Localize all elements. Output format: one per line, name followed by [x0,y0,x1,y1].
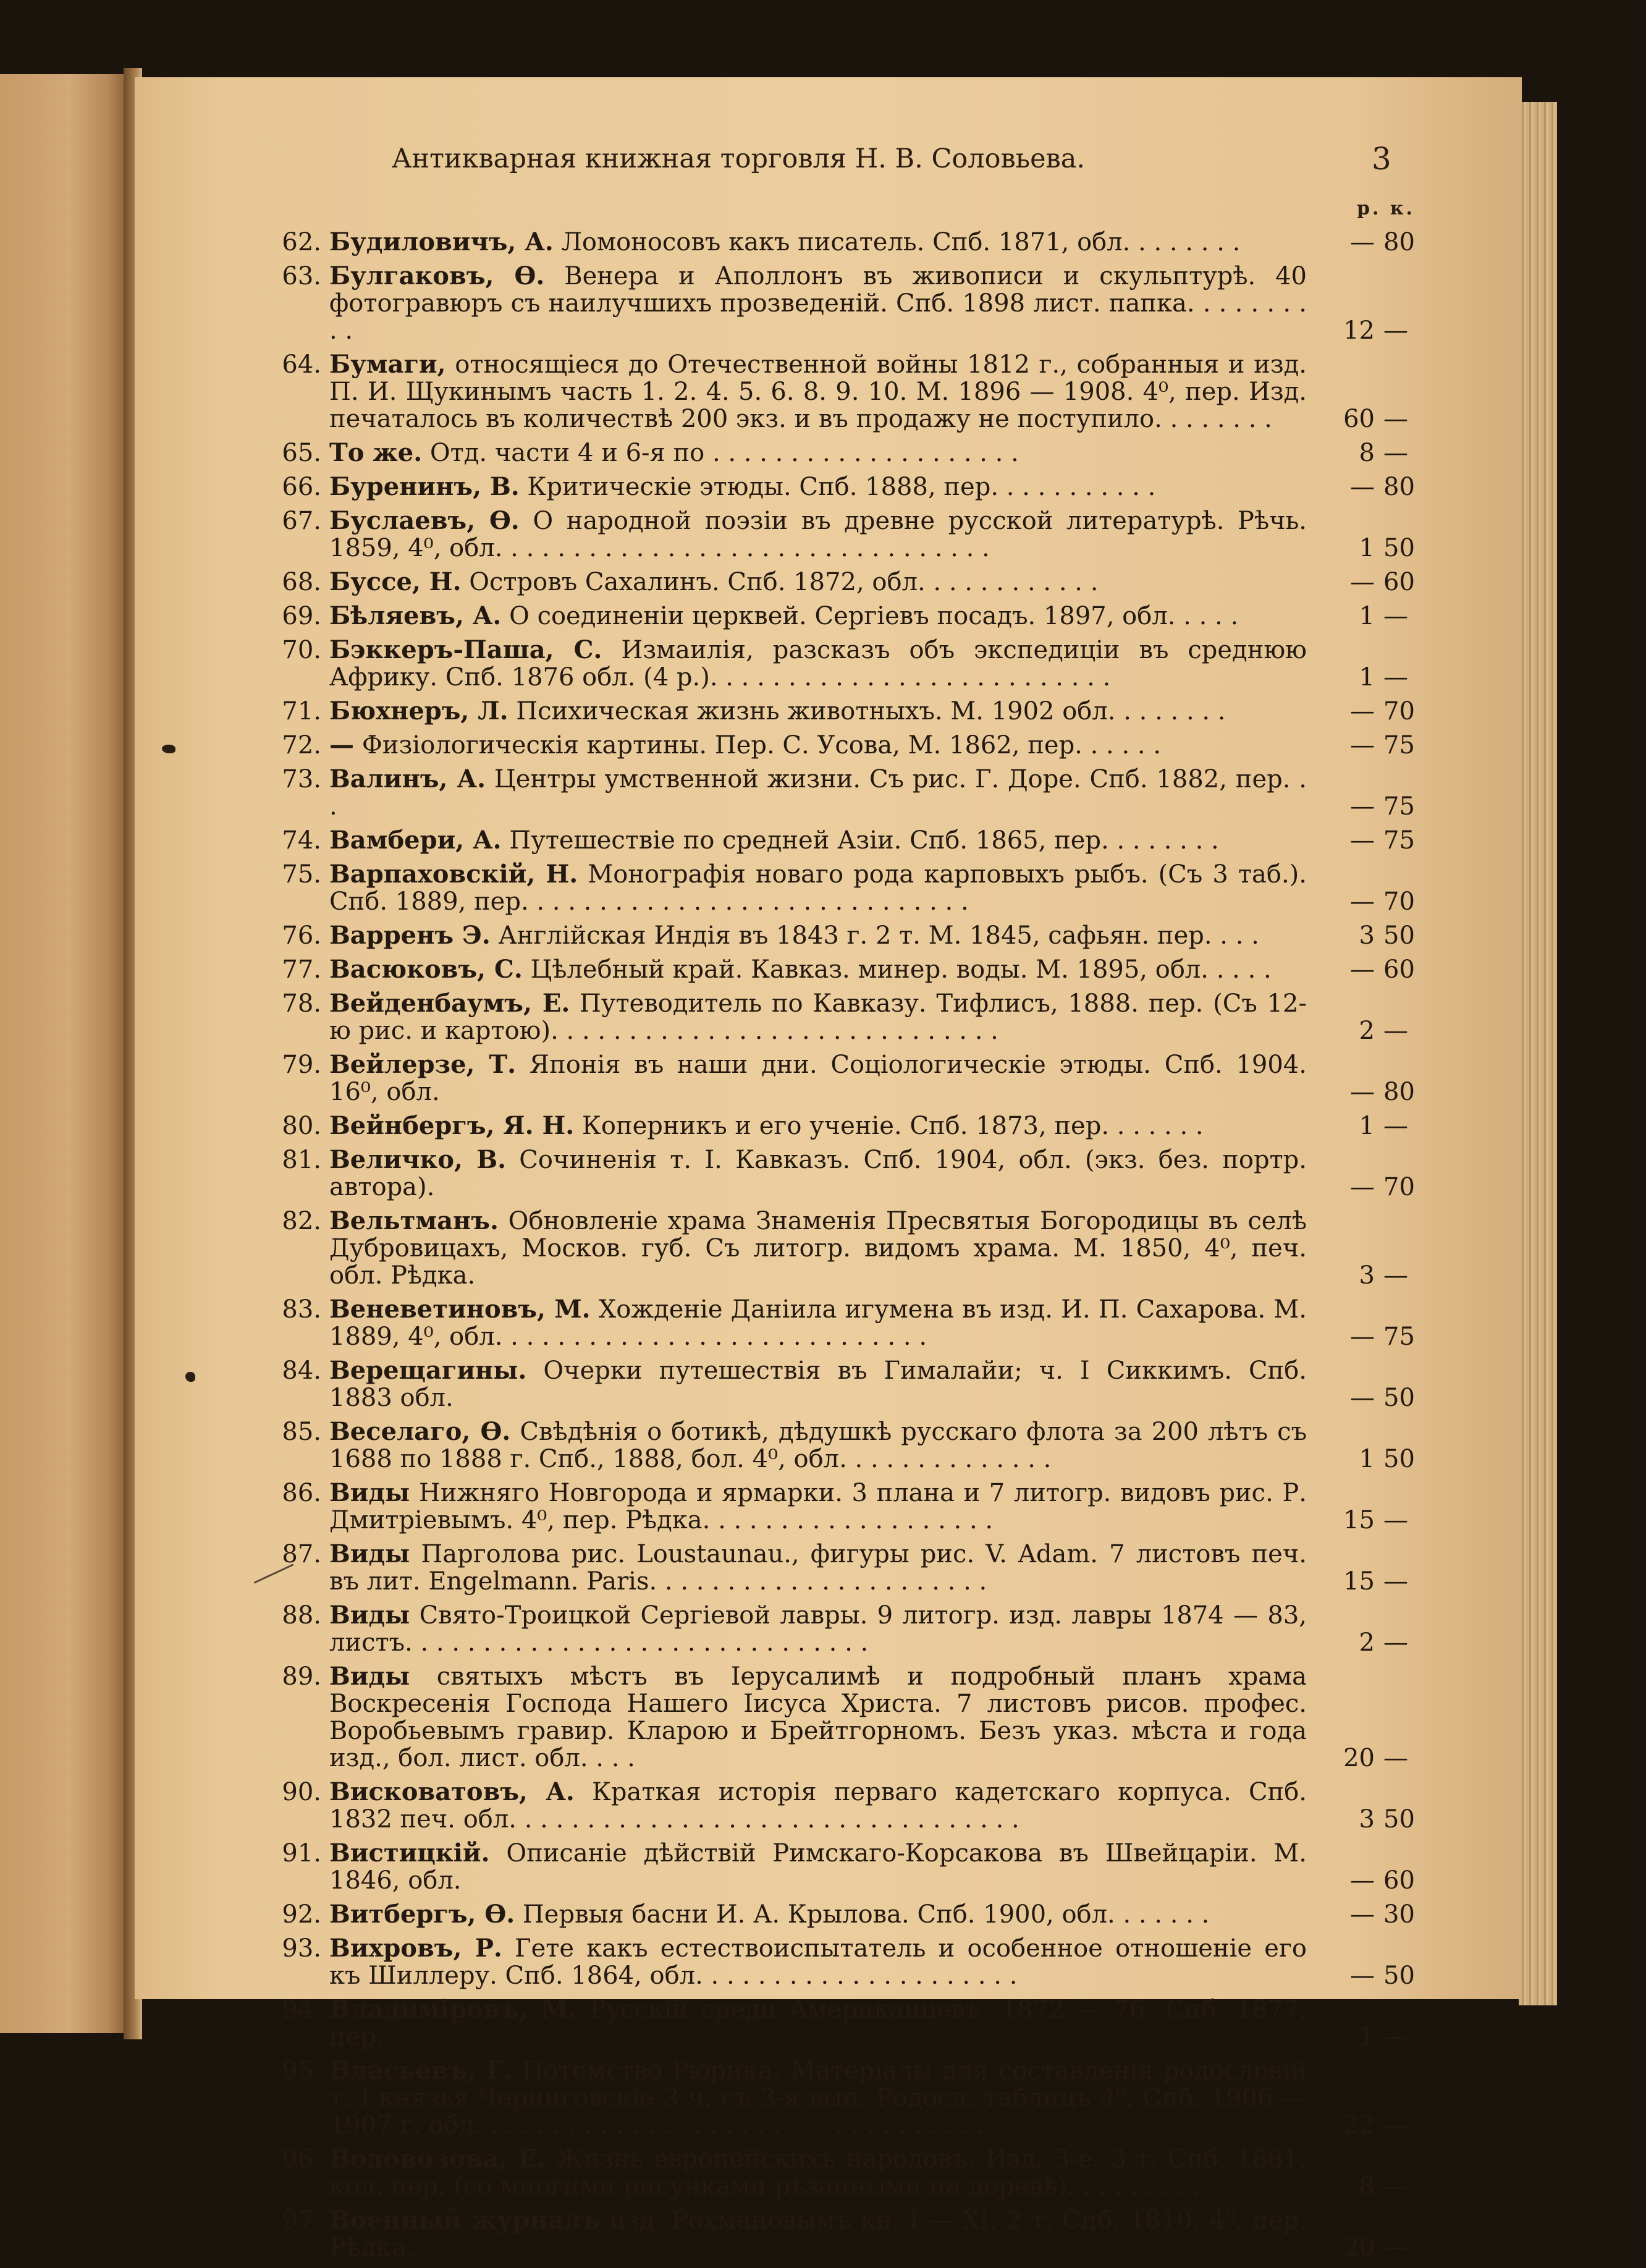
entry-text: Хожденіе Даніила игумена въ изд. И. П. Сахарова. М. 1889, 4⁰, обл. . . . . . . . . . . . . . . . . . . . . . . . . . . . [329,1295,1307,1351]
entry-author: Водовозова, Е. [329,2144,546,2173]
price-kopecks: — [1383,2233,1408,2262]
entry-author: Вельтманъ. [329,1206,499,1235]
entry-price [1313,1174,1418,1201]
entry-price [1313,1629,1418,1656]
entry-price [1313,956,1418,983]
entry-price [1313,698,1418,725]
entry-description [329,732,1418,759]
catalog-entry [281,1901,1418,1928]
catalog-entry [281,473,1418,501]
price-rubles: — [1350,228,1375,256]
price-rubles: 2 [1359,1628,1375,1657]
entry-number: 88. [282,1601,321,1630]
entry-number: 66. [282,473,321,501]
entry-text: Англійская Индія въ 1843 г. 2 т. М. 1845, сафьян. пер. . . . [498,921,1259,950]
entry-number: 62. [282,228,321,256]
entry-description [329,473,1418,501]
price-rubles: 8 [1359,439,1375,467]
entry-author: Военный журналъ [329,2206,601,2235]
entry-description [329,439,1418,467]
entry-number: 97. [282,2206,321,2235]
entry-price [1313,1962,1418,1989]
entry-price [1313,569,1418,596]
price-kopecks: 70 [1383,887,1415,916]
entry-price [1313,317,1418,344]
entry-text: Психическая жизнь животныхъ. М. 1902 обл. . . . . . . . [516,697,1226,726]
entry-description [329,1146,1418,1201]
entry-number: 79. [282,1051,321,1079]
entry-text: Краткая исторія перваго кадетскаго корпуса. Спб. 1832 печ. обл. . . . . . . . . . . . . . . . . . . . . . . . . . . . . . . . . [329,1778,1307,1834]
ink-mark [185,1372,195,1382]
entry-description [329,507,1418,562]
entry-price [1313,229,1418,256]
entry-text: Физіологическія картины. Пер. С. Усова, М. 1862, пер. . . . . . [361,731,1162,760]
entry-number: 91. [282,1839,321,1868]
entry-description [329,1418,1418,1473]
entry-description [329,1996,1418,2050]
entry-number: 76. [282,921,321,950]
entry-text: Отд. части 4 и 6-я по . . . . . . . . . . . . . . . . . . . . [429,439,1019,467]
entry-description [329,2057,1418,2139]
entry-price [1313,732,1418,759]
entry-price [1313,1112,1418,1140]
catalog-entry [281,1541,1418,1595]
catalog-entry [281,2057,1418,2139]
catalog-entry [281,637,1418,691]
entry-description [329,698,1418,725]
entry-text: Парголова рис. Loustaunau., фигуры рис. V. Adam. 7 листовъ печ. въ лит. Engelmann. Paris. . . . . . . . . . . . . . . . . . . . . . [329,1540,1307,1596]
catalog-entry [281,1479,1418,1534]
price-rubles: — [1350,887,1375,916]
entry-text: Цѣлебный край. Кавказ. минер. воды. М. 1895, обл. . . . . [530,955,1272,984]
price-rubles: — [1350,826,1375,855]
entry-description [329,1779,1418,1833]
catalog-entry [281,1418,1418,1473]
entry-price [1313,1262,1418,1289]
catalog-entry [281,229,1418,256]
entry-author: Виды [329,1601,410,1630]
entry-number: 74. [282,826,321,855]
entry-author: То же. [329,438,423,467]
catalog-entry [281,1296,1418,1350]
price-kopecks: — [1383,1017,1408,1045]
entry-description [329,1051,1418,1106]
price-rubles: — [1350,1322,1375,1351]
running-title: Антикварная книжная торговля Н. В. Соловьева. [391,143,1086,174]
entry-author: Вейденбаумъ, Е. [329,989,570,1018]
price-rubles: 1 [1359,663,1375,692]
page-number: 3 [1372,141,1391,177]
catalog-entry [281,2146,1418,2200]
entry-number: 73. [282,765,321,793]
entry-price [1313,405,1418,433]
entry-author: Вейнбергъ, Я. Н. [329,1111,575,1140]
entry-author: Величко, В. [329,1145,507,1174]
entry-price [1313,664,1418,691]
entry-text: Потомство Рюрика. Матеріалы для составленія родословій т. I князья Черниговскіе 3 ч. съ 3-я вып. Родосл. таблицъ 4⁰, Спб. 1906 — 1907 г. обл. . . . . . . . . . . . . . . . . . . . . . . . . . . . . . . . . [329,2057,1307,2139]
entry-author: Бэккеръ-Паша, С. [329,635,602,664]
price-rubles: 3 [1359,1805,1375,1834]
entry-author: — [329,730,354,760]
entry-text: Свѣдѣнія о ботикѣ, дѣдушкѣ русскаго флота за 200 лѣтъ съ 1688 по 1888 г. Спб., 1888, бол. 4⁰, обл. . . . . . . . . . . . . . [329,1418,1307,1473]
entry-number: 68. [282,568,321,596]
entry-price [1313,2173,1418,2200]
entry-text: Очерки путешествія въ Гималайи; ч. I Сиккимъ. Спб. 1883 обл. [329,1356,1307,1412]
price-kopecks: 80 [1383,228,1415,256]
entry-price [1313,603,1418,630]
entry-description [329,1663,1418,1772]
entry-description [329,1840,1418,1894]
catalog-entry [281,1146,1418,1201]
entry-number: 82. [282,1207,321,1235]
entry-text: О народной поэзіи въ древне русской литературѣ. Рѣчь. 1859, 4⁰, обл. . . . . . . . . . . . . . . . . . . . . . . . . . . . . . . . [329,507,1307,562]
price-rubles: 1 [1359,1445,1375,1473]
price-rubles: 8 [1359,2172,1375,2201]
catalog-entry [281,2207,1418,2261]
price-kopecks: 50 [1383,1445,1415,1473]
price-kopecks: — [1383,405,1408,433]
entry-number: 89. [282,1662,321,1691]
entry-number: 67. [282,507,321,535]
catalog-entry [281,351,1418,433]
entry-description [329,1901,1418,1928]
entry-author: Булгаковъ, Ѳ. [329,261,545,290]
entry-description [329,2146,1418,2200]
price-rubles: — [1350,1961,1375,1990]
entry-author: Варпаховскій, Н. [329,860,578,889]
entry-author: Буренинъ, В. [329,472,520,501]
catalog-entry [281,732,1418,759]
entry-text: Обновленіе храма Знаменія Пресвятыя Богородицы въ селѣ Дубровицахъ, Москов. губ. Съ литогр. видомъ храма. М. 1850, 4⁰, печ. обл. Рѣдка. [329,1207,1307,1290]
catalog-entry [281,1208,1418,1289]
catalog-entry [281,861,1418,915]
catalog-entry [281,1051,1418,1106]
catalog-entry [281,507,1418,562]
price-kopecks: — [1383,316,1408,345]
price-rubles: 2 [1359,1017,1375,1045]
entry-price [1313,888,1418,915]
entry-description [329,263,1418,344]
entry-price [1313,1507,1418,1534]
catalog-entry [281,263,1418,344]
entry-number: 90. [282,1778,321,1806]
entry-description [329,229,1418,256]
entry-number: 63. [282,262,321,290]
entry-description [329,956,1418,983]
entry-text: Свято-Троицкой Сергіевой лавры. 9 литогр. изд. лавры 1874 — 83, листъ. . . . . . . . . . . . . . . . . . . . . . . . . . . . . . [329,1601,1307,1657]
entry-number: 71. [282,697,321,726]
price-rubles: 3 [1359,921,1375,950]
price-kopecks: — [1383,2023,1408,2051]
price-kopecks: 50 [1383,1805,1415,1834]
price-kopecks: — [1383,1506,1408,1534]
price-kopecks: 75 [1383,826,1415,855]
price-kopecks: — [1383,1112,1408,1140]
entry-author: Вистицкій. [329,1839,490,1868]
entry-price [1313,1568,1418,1595]
entry-price [1313,1745,1418,1772]
catalog-entry [281,1663,1418,1772]
price-rubles: 20 [1343,1744,1375,1772]
price-kopecks: 70 [1383,697,1415,726]
price-kopecks: — [1383,439,1408,467]
entry-description [329,861,1418,915]
price-rubles: — [1350,792,1375,821]
catalog-entry [281,956,1418,983]
entry-price [1313,1806,1418,1833]
price-rubles: 3 [1359,1261,1375,1290]
entry-price [1313,473,1418,501]
catalog-entry [281,922,1418,949]
entry-description [329,1296,1418,1350]
entry-number: 77. [282,955,321,984]
entry-text: О соединеніи церквей. Сергіевъ посадъ. 1897, обл. . . . . [509,602,1239,630]
entry-text: Измаилія, разсказъ объ экспедиціи въ среднюю Африку. Спб. 1876 обл. (4 р.). . . . . . . . . . . . . . . . . . . . . . . . . . [329,636,1307,692]
entry-number: 64. [282,350,321,379]
entry-description [329,1935,1418,1989]
entry-author: Вихровъ, Р. [329,1934,502,1963]
catalog-entry [281,439,1418,467]
entry-description [329,603,1418,630]
entry-author: Виды [329,1539,410,1568]
price-kopecks: — [1383,2172,1408,2201]
entry-price [1313,535,1418,562]
entry-author: Буслаевъ, Ѳ. [329,506,520,535]
price-kopecks: — [1383,1628,1408,1657]
catalog-entry [281,990,1418,1044]
entry-text: Японія въ наши дни. Соціологическіе этюды. Спб. 1904. 16⁰, обл. [329,1051,1307,1106]
price-kopecks: 80 [1383,1078,1415,1106]
entry-price [1313,2023,1418,2050]
entry-description [329,569,1418,596]
price-rubles: — [1350,731,1375,760]
catalog-entry [281,1935,1418,1989]
entry-price [1313,1445,1418,1473]
entry-description [329,2207,1418,2261]
price-kopecks: — [1383,602,1408,630]
entry-text: святыхъ мѣстъ въ Іерусалимѣ и подробный планъ храма Воскресенія Господа Нашего Іисуса Христа. 7 листовъ рисов. профес. Воробьевымъ гравир. Кларою и Брейтгорномъ. Безъ указ. мѣста и года изд., бол. лист. обл. . . . [329,1662,1307,1772]
catalog-entry [281,569,1418,596]
entry-text: Сочиненія т. I. Кавказъ. Спб. 1904, обл. (экз. без. портр. автора). [329,1146,1307,1201]
price-kopecks: 50 [1383,1961,1415,1990]
catalog-entry [281,1779,1418,1833]
entry-description [329,827,1418,854]
catalog-entries [281,229,1418,2268]
entry-text: Путеводитель по Кавказу. Тифлисъ, 1888. пер. (Съ 12-ю рис. и картою). . . . . . . . . . . . . . . . . . . . . . . . . . . . . [329,989,1307,1045]
entry-author: Бѣляевъ, А. [329,601,502,630]
entry-author: Бумаги, [329,350,446,379]
price-kopecks: 50 [1383,1384,1415,1412]
price-rubles: 12 [1343,316,1375,345]
entry-number: 69. [282,602,321,630]
entry-description [329,351,1418,433]
price-rubles: 1 [1359,602,1375,630]
entry-number: 81. [282,1146,321,1174]
entry-number: 80. [282,1112,321,1140]
price-kopecks: 80 [1383,473,1415,501]
price-rubles: 20 [1343,2233,1375,2262]
entry-text: относящіеся до Отечественной войны 1812 г., собранныя и изд. П. И. Щукинымъ часть 1. 2. 4. 5. 6. 8. 9. 10. М. 1896 — 1908. 4⁰, пер. Изд. печаталось въ количествѣ 200 экз. и въ продажу не поступило. . . . . . . . [329,350,1307,433]
price-kopecks: 50 [1383,534,1415,562]
entry-author: Вейлерзе, Т. [329,1050,517,1079]
entry-text: Жизнь европейскихъ народовъ. Изд. 3-е. 3 т. Спб. 1881, кол. пер. (со многими рисунками рѣзанными на деревѣ). . . . . . . . . [329,2145,1307,2201]
entry-number: 86. [282,1479,321,1507]
entry-price [1313,1323,1418,1350]
entry-price [1313,922,1418,949]
price-rubles: — [1350,568,1375,596]
price-kopecks: 60 [1383,1866,1415,1895]
entry-text: Монографія новаго рода карповыхъ рыбъ. (Съ 3 таб.). Спб. 1889, пер. . . . . . . . . . . . . . . . . . . . . . . . . . . . . [329,860,1307,916]
entry-number: 83. [282,1295,321,1324]
entry-text: Нижняго Новгорода и ярмарки. 3 плана и 7 литогр. видовъ рис. Р. Дмитріевымъ. 4⁰, пер. Рѣдка. . . . . . . . . . . . . . . . . . . [329,1479,1307,1534]
price-column-header: р. к. [1357,198,1415,219]
price-rubles: — [1350,697,1375,726]
ink-mark [162,745,175,753]
entry-price [1313,1901,1418,1928]
entry-author: Верещагины. [329,1356,527,1385]
entry-price [1313,1078,1418,1106]
price-rubles: — [1350,955,1375,984]
entry-price [1313,793,1418,820]
catalog-entry [281,1996,1418,2050]
entry-author: Веневетиновъ, М. [329,1295,591,1324]
price-kopecks: 75 [1383,731,1415,760]
price-rubles: — [1350,473,1375,501]
entry-number: 94. [282,1995,321,2024]
entry-author: Владиміровъ, М. [329,1995,577,2024]
price-kopecks: — [1383,1567,1408,1596]
entry-description [329,766,1418,820]
entry-description [329,1208,1418,1289]
entry-description [329,990,1418,1044]
price-rubles: — [1350,1900,1375,1929]
entry-text: Ломоносовъ какъ писатель. Спб. 1871, обл. . . . . . . . [561,228,1241,256]
entry-number: 95. [282,2057,321,2085]
entry-price [1313,1017,1418,1044]
price-rubles: — [1350,1866,1375,1895]
price-kopecks: 75 [1383,792,1415,821]
price-rubles: 15 [1343,1506,1375,1534]
catalog-entry [281,1840,1418,1894]
entry-description [329,637,1418,691]
page-edges [1519,102,1557,2005]
entry-number: 96. [282,2145,321,2173]
entry-description [329,922,1418,949]
entry-price [1313,2234,1418,2261]
price-rubles: 15 [1343,1567,1375,1596]
entry-price [1313,439,1418,467]
entry-author: Власьевъ, Г. [329,2056,512,2085]
entry-text: Первыя басни И. А. Крылова. Спб. 1900, обл. . . . . . . [522,1900,1210,1929]
entry-author: Буссе, Н. [329,567,462,596]
entry-description [329,1602,1418,1656]
left-page-margin [0,74,127,2033]
entry-number: 78. [282,989,321,1018]
price-kopecks: 60 [1383,955,1415,984]
price-kopecks: 30 [1383,1900,1415,1929]
price-kopecks: — [1383,1744,1408,1772]
entry-number: 84. [282,1356,321,1385]
entry-author: Висковатовъ, А. [329,1777,575,1806]
price-kopecks: 60 [1383,568,1415,596]
price-kopecks: 70 [1383,1173,1415,1201]
entry-price [1313,827,1418,854]
entry-price [1313,2112,1418,2139]
entry-text: Критическіе этюды. Спб. 1888, пер. . . . . . . . . . . [527,473,1156,501]
entry-price [1313,1867,1418,1894]
price-kopecks: — [1383,1261,1408,1290]
price-rubles: 1 [1359,1112,1375,1140]
entry-description [329,1541,1418,1595]
price-kopecks: — [1383,2111,1408,2139]
catalog-entry [281,827,1418,854]
entry-description [329,1357,1418,1411]
price-rubles: — [1350,1384,1375,1412]
entry-text: Описаніе дѣйствій Римскаго-Корсакова въ Швейцаріи. М. 1846, обл. [329,1839,1307,1895]
entry-number: 87. [282,1540,321,1568]
entry-number: 92. [282,1900,321,1929]
entry-text: Центры умственной жизни. Съ рис. Г. Доре. Спб. 1882, пер. . . [329,765,1307,821]
entry-text: Русскій среди Американцевъ. 1872 — 76. Спб. 1877, пер. [329,1995,1307,2051]
entry-number: 72. [282,731,321,760]
entry-description [329,1479,1418,1534]
entry-number: 75. [282,860,321,889]
entry-author: Виды [329,1662,410,1691]
entry-author: Бюхнеръ, Л. [329,696,509,726]
catalog-entry [281,1357,1418,1411]
price-rubles: 60 [1343,405,1375,433]
entry-author: Будиловичъ, А. [329,227,554,256]
entry-text: Гете какъ естествоиспытатель и особенное отношеніе его къ Шиллеру. Спб. 1864, обл. . . . . . . . . . . . . . . . . . . . . [329,1934,1307,1990]
entry-text: изд. Рохмановымъ кн. I — XI. 2 т. Спб. 1810, 4⁰, пер. Рѣдка. [329,2206,1307,2262]
price-rubles: — [1350,1078,1375,1106]
entry-author: Веселаго, Ѳ. [329,1417,511,1446]
catalog-entry [281,603,1418,630]
entry-number: 93. [282,1934,321,1963]
entry-text: Коперникъ и его ученіе. Спб. 1873, пер. . . . . . . [581,1112,1204,1140]
price-rubles: — [1350,1173,1375,1201]
entry-author: Варренъ Э. [329,921,491,950]
price-kopecks: 75 [1383,1322,1415,1351]
price-rubles: 22 [1343,2111,1375,2139]
catalog-entry [281,1602,1418,1656]
entry-text: Путешествіе по средней Азіи. Спб. 1865, пер. . . . . . . . [509,826,1219,855]
catalog-entry [281,766,1418,820]
entry-number: 85. [282,1418,321,1446]
entry-price [1313,1384,1418,1411]
price-kopecks: — [1383,663,1408,692]
price-rubles: 1 [1359,534,1375,562]
price-kopecks: 50 [1383,921,1415,950]
entry-author: Виды [329,1478,410,1507]
entry-author: Вамбери, А. [329,826,502,855]
catalog-entry [281,1112,1418,1140]
catalog-entry [281,698,1418,725]
entry-author: Васюковъ, С. [329,955,523,984]
entry-number: 65. [282,439,321,467]
entry-text: Венера и Аполлонъ въ живописи и скульптурѣ. 40 фотогравюръ съ наилучшихъ прозведеній. Спб. 1898 лист. папка. . . . . . . . . . [329,262,1307,345]
entry-description [329,1112,1418,1140]
entry-number: 70. [282,636,321,664]
price-rubles: 1 [1359,2023,1375,2051]
entry-author: Валинъ, А. [329,764,486,793]
entry-text: Островъ Сахалинъ. Спб. 1872, обл. . . . . . . . . . . . [469,568,1099,596]
entry-author: Витбергъ, Ѳ. [329,1900,515,1929]
